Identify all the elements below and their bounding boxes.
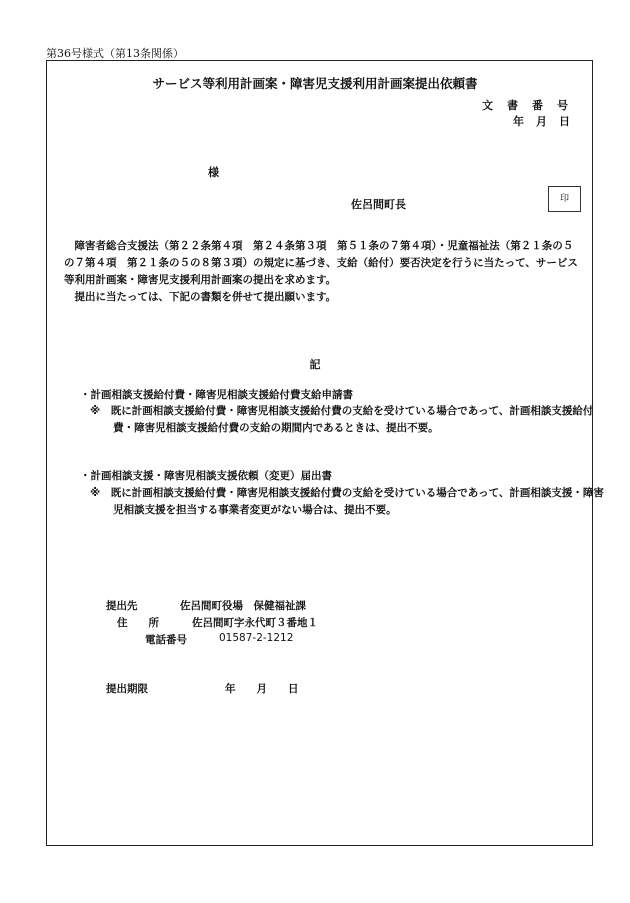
deadline-value: 年 月 日 xyxy=(225,683,299,695)
document-frame xyxy=(46,60,593,846)
ki-heading: 記 xyxy=(309,358,321,371)
item-heading-1: ・計画相談支援給付費・障害児相談支援給付費支給申請書 xyxy=(80,389,353,401)
issuer-mayor: 佐呂間町長 xyxy=(351,198,406,211)
form-number-label: 第36号様式（第13条関係） xyxy=(46,47,184,60)
document-title: サービス等利用計画案・障害児支援利用計画案提出依頼書 xyxy=(152,76,478,91)
item-note-2: ※ 既に計画相談支援給付費・障害児相談支援給付費の支給を受けている場合であって、計画相談支援・障害児相談支援を担当する事業者変更がない場合は、提出不要。 xyxy=(90,487,604,516)
item-note-1: ※ 既に計画相談支援給付費・障害児相談支援給付費の支給を受けている場合であって、計画相談支援給付費・障害児相談支援給付費の支給の期間内であるときは、提出不要。 xyxy=(90,405,594,434)
phone-value: 01587-2-1212 xyxy=(219,632,294,644)
document-number-label: 文書番号 xyxy=(482,99,582,112)
destination-value: 佐呂間町役場 保健福祉課 xyxy=(180,600,306,612)
address-label: 住 所 xyxy=(117,617,159,629)
address-value: 佐呂間町字永代町３番地１ xyxy=(192,617,318,629)
phone-label: 電話番号 xyxy=(145,634,187,646)
body-paragraph-2: 提出に当たっては、下記の書類を併せて提出願います。 xyxy=(74,291,337,303)
body-paragraph-1: 障害者総合支援法（第２２条第４項 第２４条第３項 第５１条の７第４項）・児童福祉法（第２１条の５の７第４項 第２１条の５の８第３項）の規定に基づき、支給（給付）要否決定を行うに当たって、サービス等利用計画案・障害児支援利用計画案の提出を求めます。 xyxy=(64,240,578,286)
destination-label: 提出先 xyxy=(106,600,138,612)
deadline-label: 提出期限 xyxy=(106,683,148,695)
recipient-honorific: 様 xyxy=(208,166,219,179)
request-body xyxy=(64,238,582,306)
date-label: 年月日 xyxy=(513,115,582,128)
seal-box: 印 xyxy=(548,186,581,212)
item-heading-2: ・計画相談支援・障害児相談支援依頼（変更）届出書 xyxy=(80,470,332,482)
